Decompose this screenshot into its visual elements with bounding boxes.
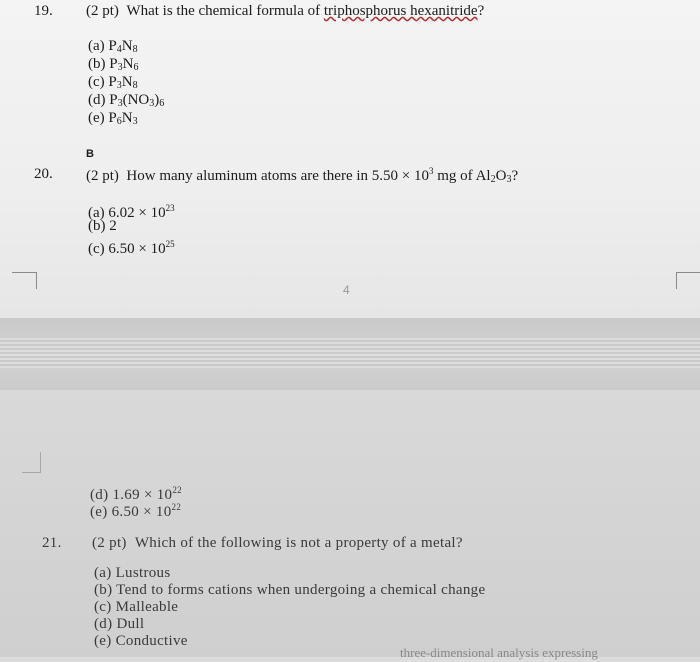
q20-question: (2 pt) How many aluminum atoms are there in $5.50 \times 10^3$ mg of $Al_2O_3$?	[86, 166, 519, 185]
q20-option-a[interactable]: (a) $6.02 \times 10^{23}$	[88, 203, 175, 221]
q21-option-e[interactable]: (e) Conductive	[94, 633, 188, 649]
q20-option-e[interactable]: (e) $6.50 \times 10^{22}$	[90, 502, 182, 520]
page-gap	[0, 318, 700, 390]
q20-option-b[interactable]: (b) 2	[88, 218, 117, 234]
q19-option-e[interactable]: (e) $P_6N_3$	[88, 110, 138, 127]
q19-option-b[interactable]: (b) $P_3N_6$	[88, 56, 139, 73]
q20-option-d[interactable]: (d) $1.69 \times 10^{22}$	[90, 485, 182, 503]
q21-option-a[interactable]: (a) Lustrous	[94, 565, 171, 581]
corner-mark-left	[12, 272, 37, 289]
q20-option-c[interactable]: (c) $6.50 \times 10^{25}$	[88, 239, 175, 257]
q21-option-c[interactable]: (c) Malleable	[94, 599, 179, 615]
q21-option-d[interactable]: (d) Dull	[94, 616, 145, 632]
q21-question: (2 pt) Which of the following is not a property of a metal?	[92, 535, 463, 551]
q19-question: (2 pt) What is the chemical formula of triphosphorus hexanitride?	[86, 3, 485, 19]
corner-mark-right	[676, 272, 700, 289]
q19-option-d[interactable]: (d) $P_3(NO_3)_6$	[88, 92, 165, 109]
q20-number: 20.	[34, 166, 53, 182]
answer-mark: B	[86, 148, 94, 160]
q21-number: 21.	[42, 535, 62, 551]
q19-option-a[interactable]: (a) $P_4N_8$	[88, 38, 138, 55]
cut-off-text: three-dimensional analysis expressing	[400, 645, 598, 660]
q19-option-c[interactable]: (c) $P_3N_8$	[88, 74, 138, 91]
q19-number: 19.	[34, 3, 53, 19]
corner-mark-bottom-left	[22, 452, 41, 473]
page-number: 4	[343, 283, 350, 297]
q21-option-b[interactable]: (b) Tend to forms cations when undergoing a chemical change	[94, 582, 486, 598]
